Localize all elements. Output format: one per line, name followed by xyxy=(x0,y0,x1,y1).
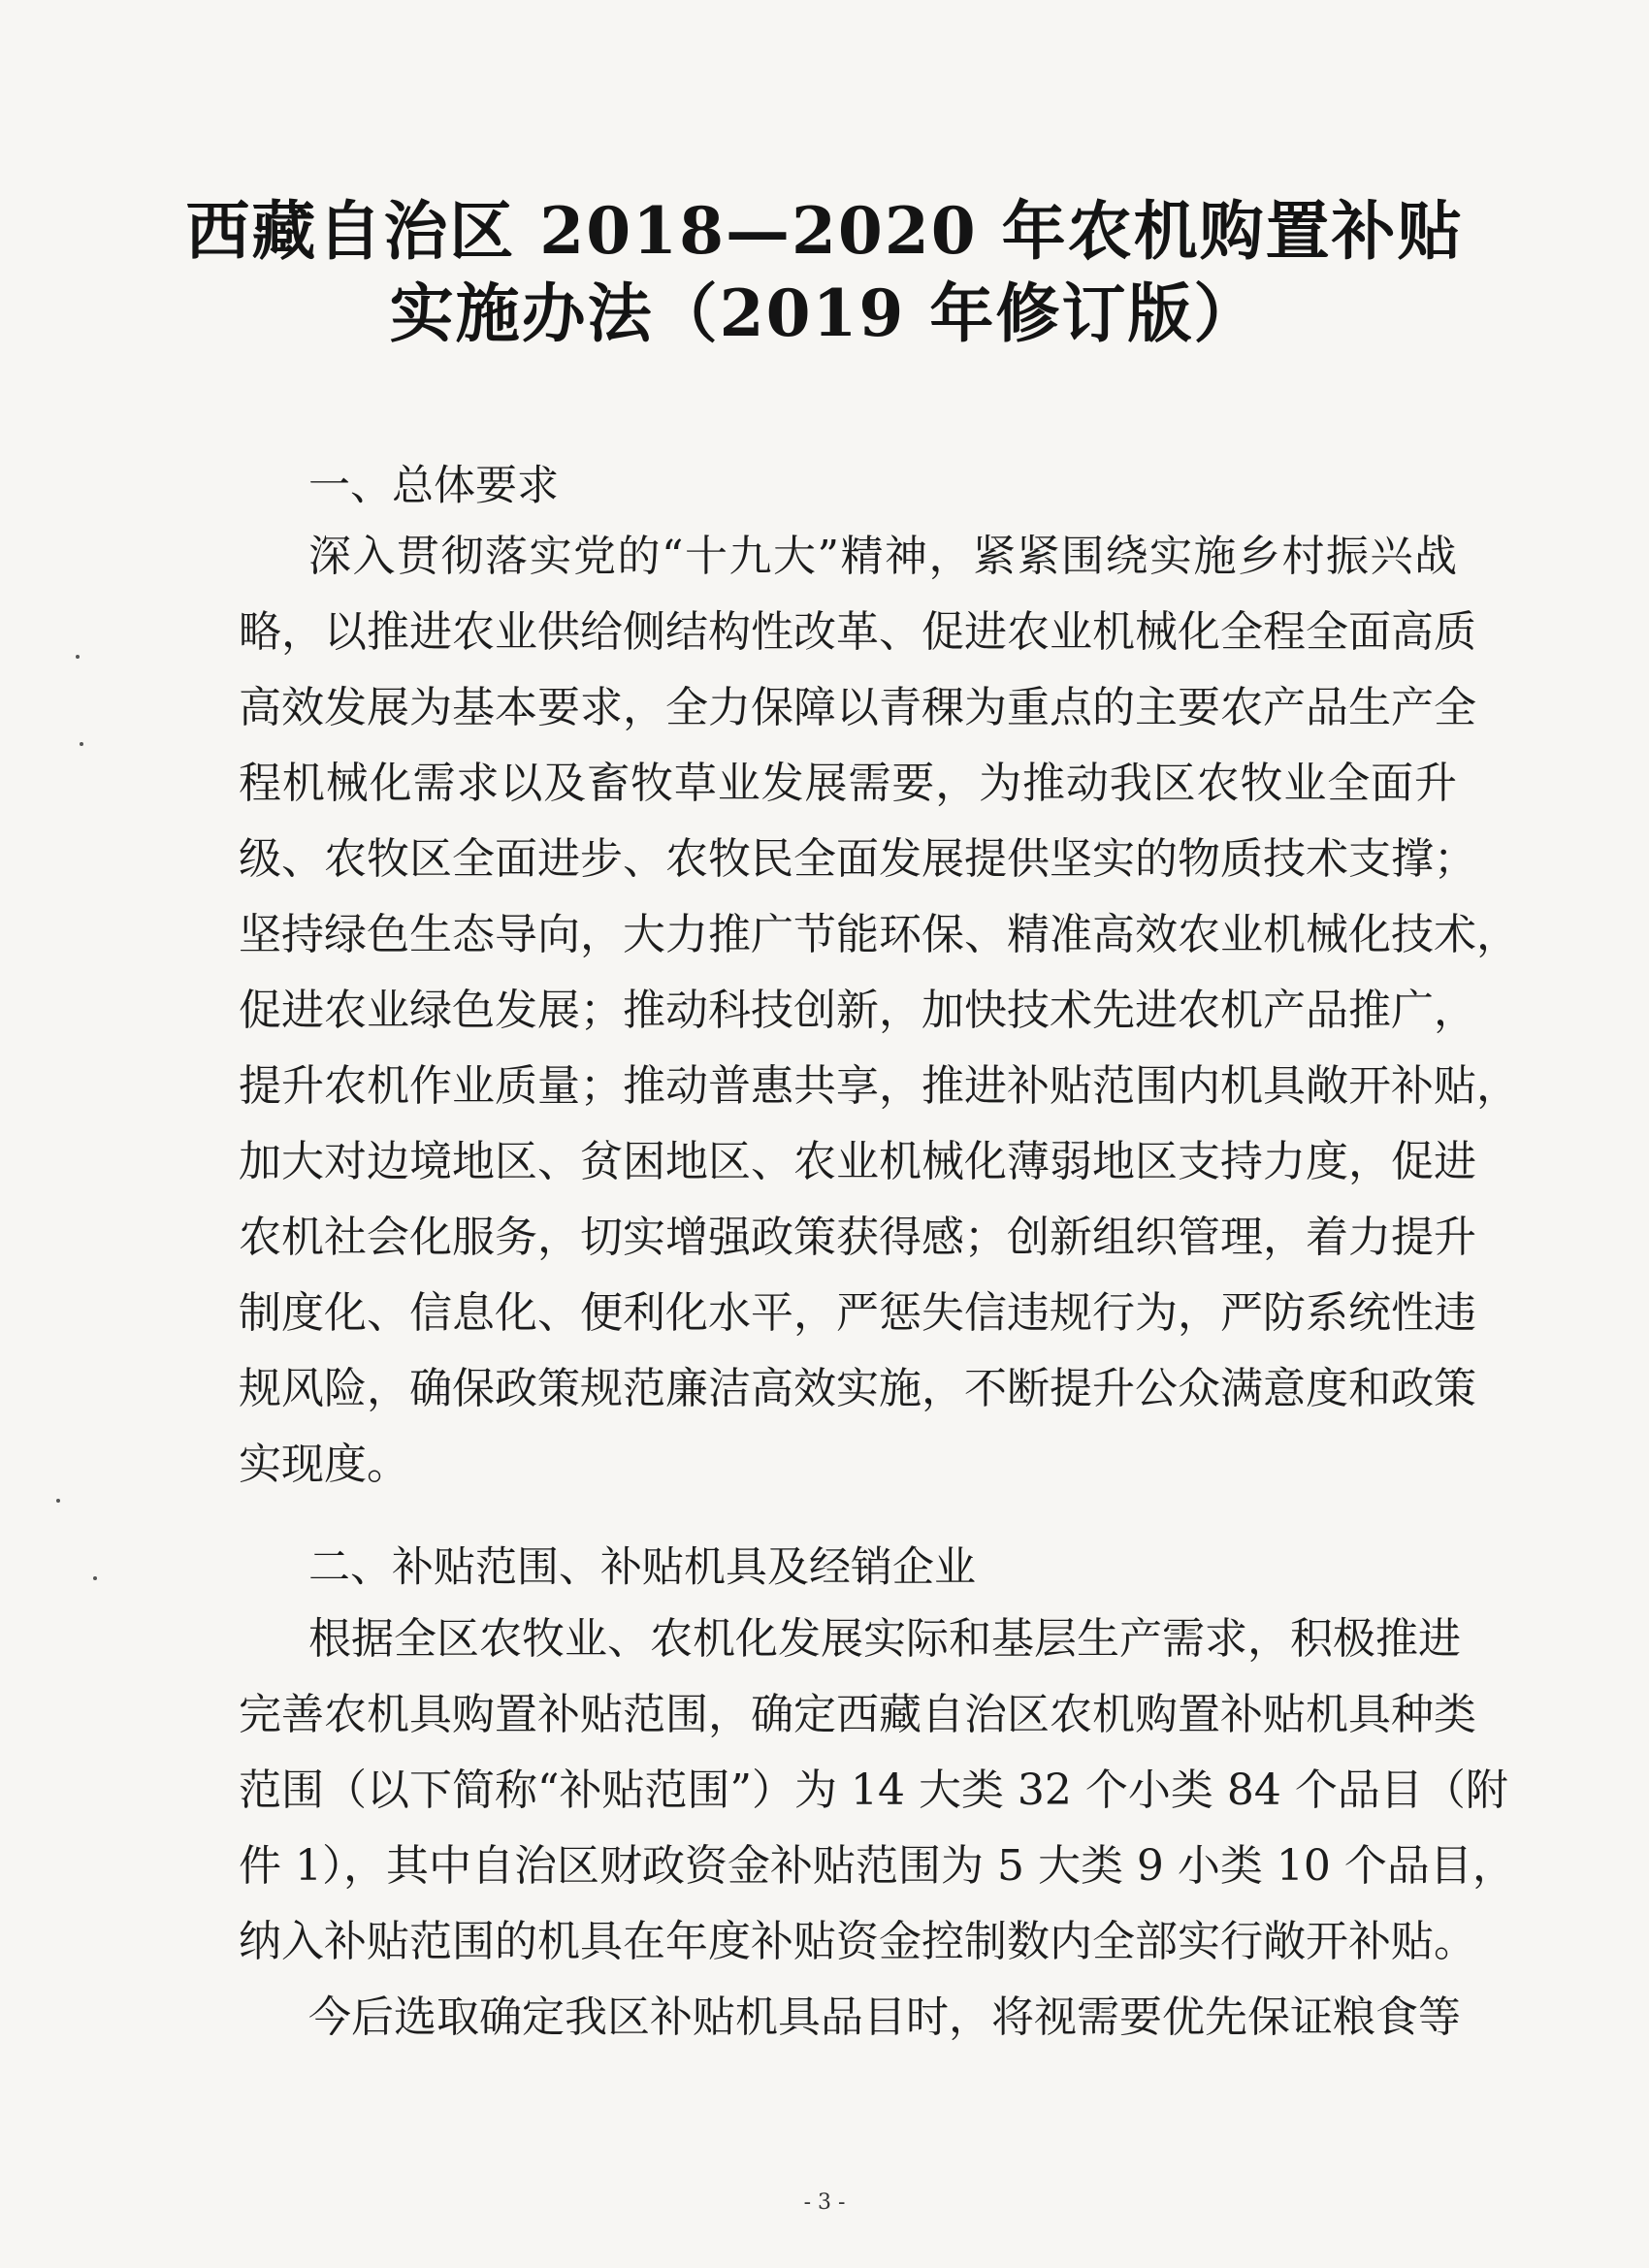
paragraph-line: 完善农机具购置补贴范围，确定西藏自治区农机购置补贴机具种类 xyxy=(239,1690,1476,1739)
scan-speck xyxy=(80,742,83,746)
paragraph-line: 制度化、信息化、便利化水平，严惩失信违规行为，严防系统性违 xyxy=(239,1288,1476,1338)
paragraph-line: 深入贯彻落实党的“十九大”精神，紧紧围绕实施乡村振兴战 xyxy=(308,532,1457,581)
paragraph-line: 根据全区农牧业、农机化发展实际和基层生产需求，积极推进 xyxy=(308,1614,1461,1664)
paragraph-line: 提升农机作业质量；推动普惠共享，推进补贴范围内机具敞开补贴， xyxy=(239,1061,1519,1111)
paragraph-line: 加大对边境地区、贫困地区、农业机械化薄弱地区支持力度，促进 xyxy=(239,1137,1476,1186)
paragraph-line: 坚持绿色生态导向，大力推广节能环保、精准高效农业机械化技术， xyxy=(239,910,1519,959)
page-number: - 3 - xyxy=(803,2190,846,2215)
paragraph-line: 件 1），其中自治区财政资金补贴范围为 5 大类 9 小类 10 个品目， xyxy=(239,1841,1515,1891)
document-title-line-1: 西藏自治区 2018—2020 年农机购置补贴 xyxy=(185,193,1464,269)
paragraph-line: 今后选取确定我区补贴机具品目时，将视需要优先保证粮食等 xyxy=(308,1993,1461,2042)
section-heading-general-requirements: 一、总体要求 xyxy=(308,462,559,510)
paragraph-line: 级、农牧区全面进步、农牧民全面发展提供坚实的物质技术支撑； xyxy=(239,834,1476,884)
paragraph-line: 范围（以下简称“补贴范围”）为 14 大类 32 个小类 84 个品目（附 xyxy=(239,1766,1508,1815)
section-heading-subsidy-scope: 二、补贴范围、补贴机具及经销企业 xyxy=(308,1543,976,1592)
paragraph-line: 促进农业绿色发展；推动科技创新，加快技术先进农机产品推广， xyxy=(239,986,1476,1035)
scan-speck xyxy=(56,1499,60,1503)
paragraph-line: 高效发展为基本要求，全力保障以青稞为重点的主要农产品生产全 xyxy=(239,683,1476,732)
scan-speck xyxy=(93,1576,97,1580)
paragraph-line: 略，以推进农业供给侧结构性改革、促进农业机械化全程全面高质 xyxy=(239,607,1476,657)
paragraph-line: 程机械化需求以及畜牧草业发展需要，为推动我区农牧业全面升 xyxy=(239,759,1457,808)
paragraph-line: 实现度。 xyxy=(239,1440,409,1489)
paragraph-line: 农机社会化服务，切实增强政策获得感；创新组织管理，着力提升 xyxy=(239,1213,1476,1262)
paragraph-line: 规风险，确保政策规范廉洁高效实施，不断提升公众满意度和政策 xyxy=(239,1364,1476,1413)
paragraph-line: 纳入补贴范围的机具在年度补贴资金控制数内全部实行敞开补贴。 xyxy=(239,1917,1476,1966)
scan-speck xyxy=(76,655,80,659)
document-title-line-2: 实施办法（2019 年修订版） xyxy=(389,275,1260,351)
